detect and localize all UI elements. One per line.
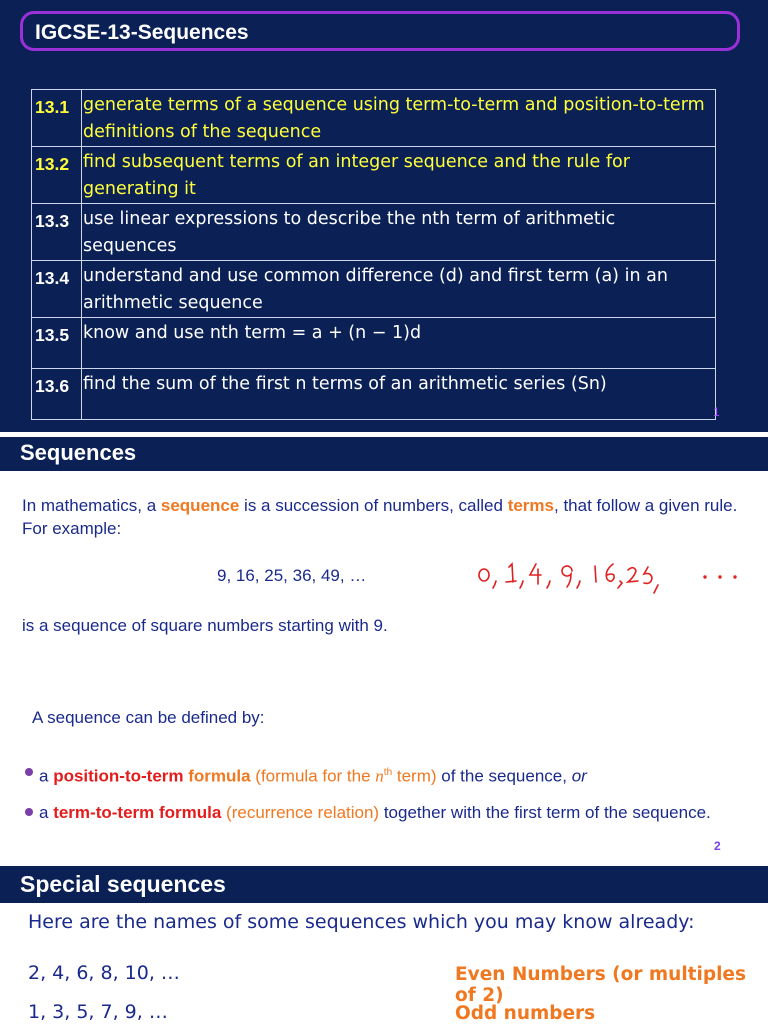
special-intro: Here are the names of some sequences which you may know already: bbox=[28, 911, 695, 933]
bullet-text: of the sequence, bbox=[436, 766, 572, 786]
keyword-term-to-term: term-to-term formula bbox=[53, 803, 222, 822]
bullet-position-to-term bbox=[39, 761, 739, 788]
bullet-or: or bbox=[571, 766, 587, 786]
bullet-aside: (formula for the bbox=[250, 766, 376, 786]
intro-text: In mathematics, a bbox=[22, 496, 161, 515]
table-row bbox=[32, 318, 716, 369]
bullet-text: together with the first term of the sequence. bbox=[379, 803, 711, 822]
example-sequence: 9, 16, 25, 36, 49, … bbox=[217, 566, 367, 585]
objectives-table bbox=[31, 89, 716, 420]
sequences-header bbox=[0, 437, 768, 471]
special-sequences-header bbox=[0, 866, 768, 903]
table-row bbox=[32, 369, 716, 420]
table-row bbox=[32, 204, 716, 261]
superscript-th: th bbox=[383, 767, 393, 778]
page-number: 1 bbox=[713, 405, 720, 419]
bullet-icon bbox=[25, 768, 33, 776]
objective-code: 13.6 bbox=[32, 369, 82, 420]
bullet-text: a bbox=[39, 803, 54, 822]
bullet-icon bbox=[25, 808, 33, 816]
objective-code: 13.2 bbox=[32, 147, 82, 204]
objective-text: find the sum of the first n terms of an arithmetic series (Sn) bbox=[82, 369, 716, 420]
objective-code: 13.4 bbox=[32, 261, 82, 318]
keyword-position-to-term: position-to-term bbox=[53, 766, 184, 786]
title-box bbox=[20, 11, 740, 51]
bullet-aside: (recurrence relation) bbox=[221, 803, 380, 822]
table-row bbox=[32, 147, 716, 204]
objective-code: 13.5 bbox=[32, 318, 82, 369]
table-row bbox=[32, 261, 716, 318]
page-number: 2 bbox=[714, 839, 721, 853]
slide-sequences bbox=[0, 471, 768, 866]
section-heading: Special sequences bbox=[20, 871, 226, 897]
slide-title: IGCSE-13-Sequences bbox=[35, 21, 249, 44]
intro-text: , that follow a given rule. For example: bbox=[22, 496, 738, 538]
label-odd: Odd numbers bbox=[455, 1003, 596, 1024]
handwritten-annotation bbox=[470, 559, 750, 604]
objective-text: know and use nth term = a + (n − 1)d bbox=[82, 318, 716, 369]
bullet-term-to-term bbox=[39, 801, 719, 824]
objective-text: generate terms of a sequence using term-to-term and position-to-term definitions of the sequence bbox=[82, 90, 716, 147]
slide-special-sequences bbox=[0, 903, 768, 1024]
italic-n: n bbox=[375, 766, 384, 786]
section-heading: Sequences bbox=[20, 440, 137, 465]
table-row bbox=[32, 90, 716, 147]
keyword-terms: terms bbox=[507, 496, 554, 515]
sequence-even: 2, 4, 6, 8, 10, … bbox=[28, 962, 180, 984]
objective-code: 13.3 bbox=[32, 204, 82, 261]
keyword-formula: formula bbox=[183, 766, 251, 786]
keyword-sequence: sequence bbox=[160, 496, 240, 515]
defined-by-text: A sequence can be defined by: bbox=[32, 708, 265, 727]
sequence-odd: 1, 3, 5, 7, 9, … bbox=[28, 1001, 168, 1023]
objective-code: 13.1 bbox=[32, 90, 82, 147]
bullet-text: a bbox=[39, 766, 54, 786]
objective-text: find subsequent terms of an integer sequence and the rule for generating it bbox=[82, 147, 716, 204]
label-even: Even Numbers (or multiples of 2) bbox=[455, 964, 746, 1006]
objective-text: use linear expressions to describe the nth term of arithmetic sequences bbox=[82, 204, 716, 261]
bullet-aside: term) bbox=[392, 766, 437, 786]
objective-text: understand and use common difference (d) and first term (a) in an arithmetic sequence bbox=[82, 261, 716, 318]
intro-text: is a succession of numbers, called bbox=[239, 496, 508, 515]
intro-paragraph bbox=[22, 494, 742, 540]
example-caption: is a sequence of square numbers starting with 9. bbox=[22, 616, 388, 635]
slide-objectives bbox=[0, 0, 768, 432]
